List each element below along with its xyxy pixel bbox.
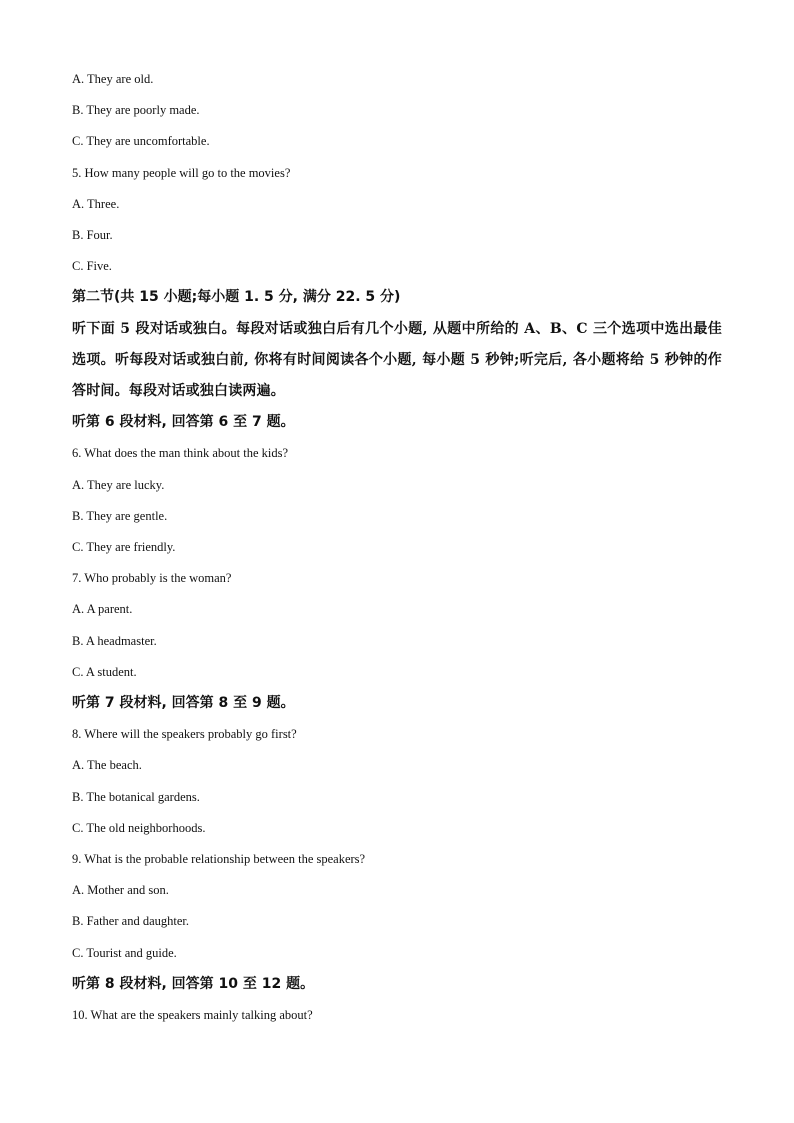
option-line: A. A parent. — [72, 602, 133, 617]
question-line: 5. How many people will go to the movies? — [72, 165, 291, 180]
option-line: C. The old neighborhoods. — [72, 820, 206, 835]
option-line: A. Mother and son. — [72, 883, 169, 898]
option-line: B. The botanical gardens. — [72, 789, 200, 804]
option-line: B. Father and daughter. — [72, 914, 189, 929]
option-line: A. The beach. — [72, 758, 142, 773]
section-title: 第二节(共 15 小题;每小题 1. 5 分, 满分 22. 5 分) — [72, 289, 401, 306]
material-heading: 听第 7 段材料, 回答第 8 至 9 题。 — [72, 695, 295, 712]
option-line: A. Three. — [72, 196, 120, 211]
option-line: A. They are lucky. — [72, 477, 165, 492]
option-line: B. Four. — [72, 228, 113, 243]
question-line: 6. What does the man think about the kids? — [72, 446, 289, 461]
option-line: C. They are friendly. — [72, 540, 176, 555]
option-line: C. Five. — [72, 259, 112, 274]
question-line: 9. What is the probable relationship between the speakers? — [72, 852, 366, 867]
question-line: 7. Who probably is the woman? — [72, 571, 232, 586]
section-instructions: 听下面 5 段对话或独白。每段对话或独白后有几个小题, 从题中所给的 A、B、C 三个选项中选出最佳选项。听每段对话或独白前, 你将有时间阅读各个小题, 每小题 5 秒钟;听完后, 各小题将给 5 秒钟的作答时间。每段对话或独白读两遍。 — [72, 320, 722, 400]
material-heading: 听第 6 段材料, 回答第 6 至 7 题。 — [72, 414, 295, 431]
question-line: 10. What are the speakers mainly talking about? — [72, 1008, 313, 1023]
question-line: 8. Where will the speakers probably go first? — [72, 727, 297, 742]
option-line: B. They are poorly made. — [72, 103, 200, 118]
option-line: C. They are uncomfortable. — [72, 134, 210, 149]
material-heading: 听第 8 段材料, 回答第 10 至 12 题。 — [72, 975, 315, 992]
option-line: A. They are old. — [72, 72, 154, 86]
document-page — [72, 64, 732, 1031]
option-line: C. A student. — [72, 664, 137, 679]
option-line: B. They are gentle. — [72, 508, 168, 523]
option-line: C. Tourist and guide. — [72, 945, 177, 960]
option-line: B. A headmaster. — [72, 633, 157, 648]
